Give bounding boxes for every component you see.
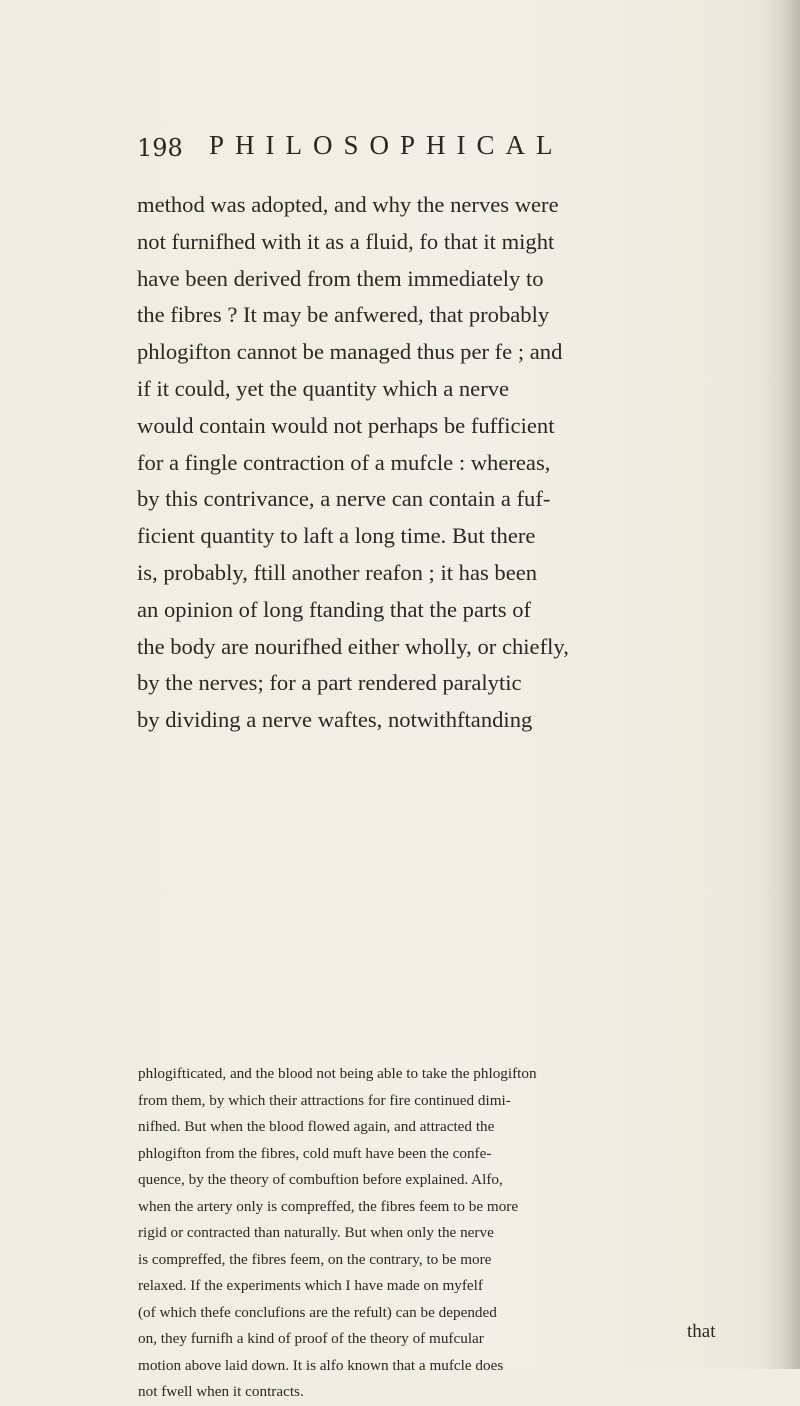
text-line: would contain would not perhaps be fufficient [137,412,555,438]
footnote-block [138,1061,748,1406]
page-number: 198 [137,134,183,162]
text-line: ficient quantity to laft a long time. But there [137,523,536,549]
note-line: motion above laid down. It is alfo known that a mufcle does [138,1356,504,1374]
text-line: the body are nourifhed either wholly, or chiefly, [137,633,569,659]
text-line: not furnifhed with it as a fluid, fo that it might [137,228,555,254]
main-text-block [137,187,749,739]
note-line: is compreffed, the fibres feem, on the contrary, to be more [138,1250,492,1268]
note-line: phlogifticated, and the blood not being able to take the phlogifton [138,1065,537,1082]
text-line: for a fingle contraction of a mufcle : whereas, [137,449,551,475]
page-header [137,130,697,170]
text-line: by this contrivance, a nerve can contain a fuf- [137,486,551,512]
text-line: phlogifton cannot be managed thus per fe ; and [137,339,563,365]
note-line: quence, by the theory of combuftion before explained. Alfo, [138,1171,503,1188]
note-line: phlogifton from the fibres, cold muft have been the confe- [138,1144,492,1162]
text-line: by the nerves; for a part rendered paralytic [137,670,522,696]
running-title: PHILOSOPHICAL [209,130,564,160]
text-line: by dividing a nerve waftes, notwithftanding [137,707,533,733]
text-line: the fibres ? It may be anfwered, that probably [137,302,550,328]
note-line: (of which thefe conclufions are the refult) can be depended [138,1303,497,1321]
page-edge-shadow [762,0,800,1369]
text-line: is, probably, ftill another reafon ; it has been [137,559,538,585]
text-line: method was adopted, and why the nerves were [137,192,559,217]
note-line: relaxed. If the experiments which I have made on myfelf [138,1277,483,1294]
note-line: from them, by which their attractions for fire continued dimi- [138,1091,511,1109]
note-line: not fwell when it contracts. [138,1383,304,1400]
text-line: an opinion of long ftanding that the parts of [137,596,532,622]
note-line: on, they furnifh a kind of proof of the theory of mufcular [138,1330,484,1347]
note-line: when the artery only is compreffed, the fibres feem to be more [138,1197,519,1215]
note-line: rigid or contracted than naturally. But when only the nerve [138,1224,494,1241]
text-line: have been derived from them immediately to [137,265,544,291]
note-line: nifhed. But when the blood flowed again, and attracted the [138,1118,495,1135]
text-line: if it could, yet the quantity which a nerve [137,375,510,401]
catchword: that [687,1321,716,1342]
